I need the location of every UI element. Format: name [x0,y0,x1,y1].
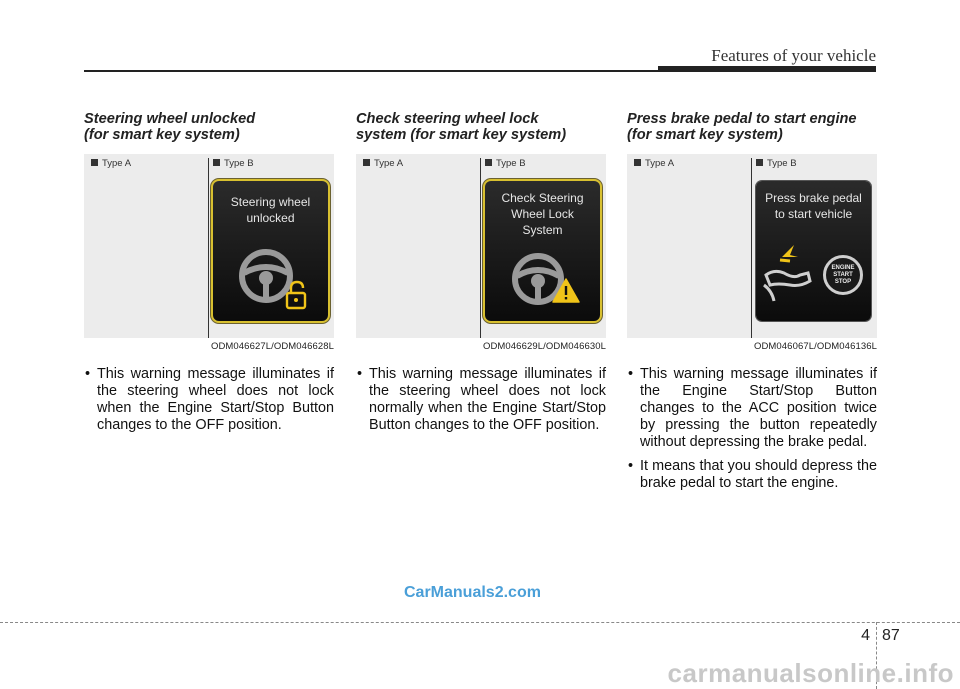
warning-triangle-icon [551,277,581,305]
figure-divider [208,158,209,338]
list-item: • It means that you should depress the brake pedal to start the engine. [627,458,877,492]
figure-code: ODM046629L/ODM046630L [482,341,606,352]
unlocked-padlock-icon [283,279,313,313]
chapter-number: 4 [861,627,870,644]
display-message: Steering wheel unlocked [230,195,311,225]
page-number: 87 [882,627,900,644]
steering-wheel-icon [485,181,600,321]
section-title: Features of your vehicle [711,46,876,65]
carmanuals-watermark-link[interactable]: CarManuals2.com [404,584,541,601]
cluster-display [213,181,328,321]
bullet-list [356,366,606,434]
column-heading: Check steering wheel lock system (for smart key system) [356,111,567,143]
bullet-list [627,366,877,492]
header-rule [84,70,660,72]
type-b-label: Type B [756,158,797,169]
display-message: Check Steering Wheel Lock System [501,191,584,237]
warning-figure [627,154,877,338]
column-heading: Steering wheel unlocked (for smart key system) [84,111,256,143]
cluster-display [756,181,871,321]
warning-figure [356,154,606,338]
column-heading: Press brake pedal to start engine (for smart key system) [627,111,857,143]
carmanualsonline-watermark-link[interactable]: carmanualsonline.info [667,658,954,688]
type-b-label: Type B [485,158,526,169]
column-check-steering-wheel-lock [356,111,606,441]
figure-code: ODM046627L/ODM046628L [210,341,334,352]
column-press-brake-pedal [627,111,877,499]
list-item: • This warning message illuminates if the steering wheel does not lock normally when the Engine Start/Stop Button changes to the OFF position. [356,366,606,434]
figure-divider [480,158,481,338]
footer-rule [0,622,960,623]
header-rule-accent [658,66,876,72]
warning-figure [84,154,334,338]
figure-code: ODM046067L/ODM046136L [753,341,877,352]
column-steering-wheel-unlocked [84,111,334,441]
type-a-label: Type A [363,158,403,169]
list-item: • This warning message illuminates if the Engine Start/Stop Button changes to the ACC position twice by pressing the button repeatedly without depressing the brake pedal. [627,366,877,451]
type-a-label: Type A [91,158,131,169]
bullet-list [84,366,334,434]
list-item: • This warning message illuminates if the steering wheel does not lock when the Engine Start/Stop Button changes to the OFF position. [84,366,334,434]
type-b-label: Type B [213,158,254,169]
cluster-display [485,181,600,321]
figure-divider [751,158,752,338]
display-message: Press brake pedal to start vehicle [765,191,862,221]
type-a-label: Type A [634,158,674,169]
engine-start-stop-button-icon: ENGINE START STOP [823,255,863,295]
brake-pedal-icon [760,245,820,305]
